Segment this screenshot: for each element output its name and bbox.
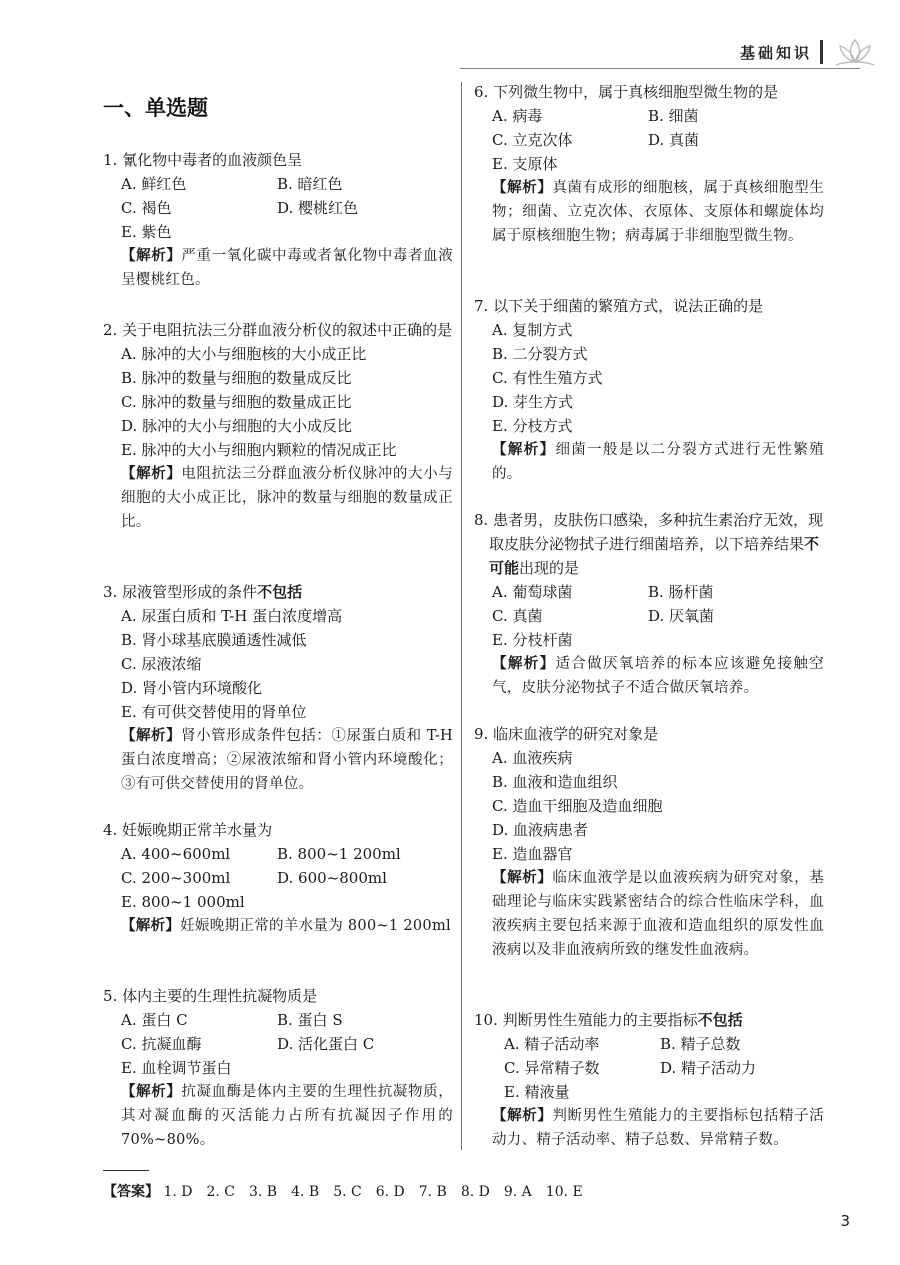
option-a: A. 葡萄球菌	[492, 583, 573, 601]
question-stem-emphasis: 不包括	[257, 583, 303, 601]
explanation	[474, 1104, 824, 1152]
explanation-label: 【解析】	[121, 918, 181, 934]
explanation-label: 【解析】	[121, 728, 182, 744]
question-stem: 6. 下列微生物中，属于真核细胞型微生物的是	[474, 83, 779, 101]
option-d: D. 芽生方式	[492, 393, 574, 411]
explanation-text: 电阻抗法三分群血液分析仪脉冲的大小与细胞的大小成正比，脉冲的数量与细胞的数量成正比。	[121, 466, 453, 530]
option-d: D. 脉冲的大小与细胞的大小成反比	[121, 417, 353, 435]
question-10	[474, 1008, 824, 1152]
question-stem-text: 10. 判断男性生殖能力的主要指标	[474, 1011, 698, 1029]
question-8	[474, 508, 824, 700]
option-c: C. 有性生殖方式	[492, 369, 603, 387]
option-a: A. 病毒	[492, 107, 543, 125]
page-number: 3	[840, 1212, 850, 1230]
explanation-label: 【解析】	[121, 1084, 182, 1100]
explanation-text: 妊娠晚期正常的羊水量为 800~1 200ml	[180, 918, 451, 934]
answer-key-label: 【答案】	[103, 1184, 159, 1200]
option-e: E. 精液量	[504, 1083, 570, 1101]
question-stem-tail: 出现的是	[519, 559, 580, 577]
option-b: B. 血液和造血组织	[492, 773, 618, 791]
option-a: A. 血液疾病	[492, 749, 573, 767]
footer-rule	[103, 1170, 149, 1171]
option-d: D. 樱桃红色	[277, 199, 359, 217]
option-c: C. 脉冲的数量与细胞的数量成正比	[121, 393, 352, 411]
option-b: B. 脉冲的数量与细胞的数量成反比	[121, 369, 352, 387]
explanation-text: 抗凝血酶是体内主要的生理性抗凝物质，其对凝血酶的灭活能力占所有抗凝因子作用的 70%~80%。	[121, 1084, 453, 1148]
explanation	[103, 914, 453, 938]
option-b: B. 精子总数	[660, 1035, 741, 1053]
question-stem: 9. 临床血液学的研究对象是	[474, 725, 659, 743]
option-b: B. 肠杆菌	[648, 583, 714, 601]
lotus-logo-icon	[830, 34, 880, 70]
explanation	[474, 652, 824, 700]
answer-key-text: 1. D 2. C 3. B 4. B 5. C 6. D 7. B 8. D 9. A 10. E	[163, 1184, 583, 1200]
explanation-label: 【解析】	[121, 248, 182, 264]
option-e: E. 造血器官	[492, 845, 573, 863]
question-stem-text: 3. 尿液管型形成的条件	[103, 583, 258, 601]
page-header	[0, 28, 900, 72]
explanation-text: 肾小管形成条件包括：①尿蛋白质和 T-H 蛋白浓度增高；②尿液浓缩和肾小管内环境酸化；③有可供交替使用的肾单位。	[121, 728, 453, 792]
option-b: B. 二分裂方式	[492, 345, 588, 363]
option-b: B. 细菌	[648, 107, 699, 125]
option-e: E. 血栓调节蛋白	[121, 1059, 232, 1077]
question-stem-text: 8. 患者男，皮肤伤口感染，多种抗生素治疗无效，现取皮肤分泌物拭子进行细菌培养，以下培养结果	[474, 511, 824, 553]
option-c: C. 抗凝血酶	[121, 1035, 202, 1053]
question-2	[103, 318, 453, 534]
option-d: D. 真菌	[648, 131, 700, 149]
explanation-label: 【解析】	[492, 442, 556, 458]
option-d: D. 血液病患者	[492, 821, 589, 839]
explanation	[474, 866, 824, 962]
explanation	[103, 244, 453, 292]
question-stem: 2. 关于电阻抗法三分群血液分析仪的叙述中正确的是	[103, 321, 453, 339]
question-stem-emphasis: 不包括	[697, 1011, 743, 1029]
option-a: A. 400~600ml	[121, 845, 231, 863]
explanation-text: 严重一氧化碳中毒或者氰化物中毒者血液呈樱桃红色。	[121, 248, 453, 288]
question-stem	[474, 508, 824, 580]
explanation-text: 适合做厌氧培养的标本应该避免接触空气，皮肤分泌物拭子不适合做厌氧培养。	[492, 656, 824, 696]
option-d: D. 600~800ml	[277, 869, 387, 887]
option-c: C. 造血干细胞及造血细胞	[492, 797, 663, 815]
question-9	[474, 722, 824, 962]
answer-key	[103, 1181, 583, 1201]
question-3	[103, 580, 453, 796]
explanation-label: 【解析】	[492, 870, 553, 886]
option-e: E. 紫色	[121, 223, 172, 241]
question-5	[103, 984, 453, 1152]
header-title: 基础知识	[739, 44, 812, 62]
question-stem: 5. 体内主要的生理性抗凝物质是	[103, 987, 318, 1005]
explanation-text: 判断男性生殖能力的主要指标包括精子活动力、精子活动率、精子总数、异常精子数。	[492, 1108, 824, 1148]
explanation	[103, 1080, 453, 1152]
question-stem-emphasis: 不可能	[489, 535, 820, 577]
question-stem	[103, 580, 453, 604]
header-divider	[820, 40, 823, 64]
explanation-label: 【解析】	[492, 1108, 553, 1124]
option-c: C. 异常精子数	[504, 1059, 600, 1077]
question-4	[103, 818, 453, 938]
option-a: A. 精子活动率	[504, 1035, 600, 1053]
option-e: E. 脉冲的大小与细胞内颗粒的情况成正比	[121, 441, 397, 459]
option-c: C. 褐色	[121, 199, 172, 217]
option-b: B. 暗红色	[277, 175, 343, 193]
option-a: A. 复制方式	[492, 321, 573, 339]
option-d: D. 肾小管内环境酸化	[121, 679, 263, 697]
question-stem: 4. 妊娠晚期正常羊水量为	[103, 821, 273, 839]
option-a: A. 鲜红色	[121, 175, 187, 193]
option-c: C. 立克次体	[492, 131, 573, 149]
question-6	[474, 80, 824, 248]
explanation-text: 细菌一般是以二分裂方式进行无性繁殖的。	[492, 442, 824, 482]
explanation	[474, 176, 824, 248]
explanation	[474, 438, 824, 486]
option-c: C. 200~300ml	[121, 869, 231, 887]
option-d: D. 活化蛋白 C	[277, 1035, 375, 1053]
option-e: E. 有可供交替使用的肾单位	[121, 703, 307, 721]
explanation	[103, 724, 453, 796]
option-e: E. 分枝杆菌	[492, 631, 573, 649]
question-stem	[474, 1008, 824, 1032]
option-c: C. 真菌	[492, 607, 543, 625]
option-e: E. 分枝方式	[492, 417, 573, 435]
option-a: A. 尿蛋白质和 T-H 蛋白浓度增高	[121, 607, 343, 625]
explanation-label: 【解析】	[492, 180, 553, 196]
explanation-text: 临床血液学是以血液疾病为研究对象，基础理论与临床实践紧密结合的综合性临床学科，血液疾病主要包括来源于血液和造血组织的原发性血液病以及非血液病所致的继发性血液病。	[492, 870, 824, 958]
question-stem: 1. 氰化物中毒者的血液颜色呈	[103, 151, 303, 169]
question-7	[474, 294, 824, 486]
question-stem: 7. 以下关于细菌的繁殖方式，说法正确的是	[474, 297, 764, 315]
option-c: C. 尿液浓缩	[121, 655, 202, 673]
option-b: B. 肾小球基底膜通透性减低	[121, 631, 307, 649]
column-divider	[461, 82, 462, 1150]
section-title: 一、单选题	[103, 96, 208, 120]
explanation	[103, 462, 453, 534]
option-a: A. 蛋白 C	[121, 1011, 188, 1029]
explanation-text: 真菌有成形的细胞核，属于真核细胞型生物；细菌、立克次体、衣原体、支原体和螺旋体均属于原核细胞生物；病毒属于非细胞型微生物。	[492, 180, 824, 244]
option-a: A. 脉冲的大小与细胞核的大小成正比	[121, 345, 367, 363]
option-b: B. 800~1 200ml	[277, 845, 401, 863]
option-e: E. 800~1 000ml	[121, 893, 245, 911]
option-b: B. 蛋白 S	[277, 1011, 343, 1029]
option-d: D. 精子活动力	[660, 1059, 757, 1077]
option-d: D. 厌氧菌	[648, 607, 715, 625]
option-e: E. 支原体	[492, 155, 558, 173]
question-1	[103, 148, 453, 292]
header-rule	[460, 68, 860, 69]
explanation-label: 【解析】	[121, 466, 182, 482]
explanation-label: 【解析】	[492, 656, 556, 672]
